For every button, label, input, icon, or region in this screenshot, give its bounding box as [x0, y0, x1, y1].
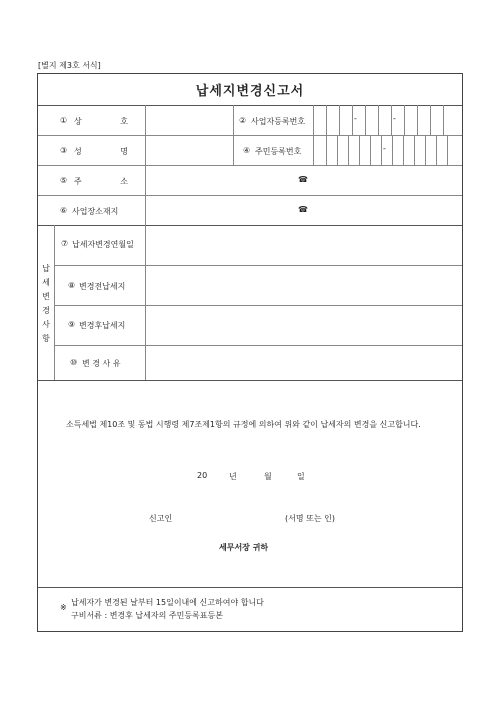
resident-no-label: 주민등록번호: [255, 147, 302, 156]
row-number: ②: [239, 116, 247, 125]
resident-no-field[interactable]: [314, 136, 461, 164]
row-number: ⑥: [60, 206, 68, 215]
biz-location-label: 사업장소재지: [72, 207, 119, 216]
dash-separator: -: [354, 114, 357, 123]
row-number: ①: [60, 116, 68, 125]
address-label: 주 소: [74, 177, 146, 186]
new-address-field[interactable]: [146, 306, 461, 344]
previous-address-label: 변경전납세지: [79, 282, 126, 291]
biz-reg-no-field[interactable]: [314, 106, 461, 134]
reporter-label: 신고인: [149, 514, 173, 523]
biz-reg-no-label: 사업자등록번호: [251, 117, 306, 126]
row-number: ⑨: [68, 320, 76, 329]
change-reason-field[interactable]: [146, 346, 461, 379]
new-address-label: 변경후납세지: [79, 321, 126, 330]
trade-name-field[interactable]: [146, 106, 232, 134]
note-line-2: 구비서류 : 변경후 납세자의 주민등록표등본: [71, 611, 223, 620]
change-date-field[interactable]: [146, 226, 461, 264]
divider: [38, 587, 462, 588]
change-date-label: 납세자변경연월일: [72, 240, 134, 249]
signature-label: (서명 또는 인): [285, 514, 335, 523]
form-title: 납세지변경신고서: [195, 84, 305, 99]
dash-separator: -: [393, 114, 396, 123]
reporter-name-field[interactable]: [175, 508, 280, 524]
divider: [233, 105, 234, 165]
declaration-statement: 소득세법 제10조 및 동법 시행령 제7조제1항의 규정에 의하여 위와 같이 납세자의 변경을 신고합니다.: [66, 420, 421, 429]
date-year-prefix: 20: [197, 471, 208, 480]
name-field[interactable]: [146, 136, 232, 164]
row-number: ⑩: [70, 358, 78, 367]
dash-separator: -: [383, 144, 386, 153]
previous-address-field[interactable]: [146, 266, 461, 304]
side-label-change-items: 납세변경사항: [42, 264, 50, 343]
change-reason-label: 변 경 사 유: [82, 359, 121, 368]
row-number: ④: [243, 146, 251, 155]
phone-icon: ☎: [298, 175, 308, 184]
form-number-label: [별지 제3호 서식]: [38, 61, 101, 70]
row-number: ③: [60, 146, 68, 155]
divider: [38, 380, 462, 381]
row-number: ⑤: [60, 176, 68, 185]
date-day-unit: 일: [297, 472, 305, 481]
addressee: 세무서장 귀하: [219, 543, 269, 552]
date-month-unit: 월: [264, 472, 272, 481]
name-label: 성 명: [74, 147, 146, 156]
divider: [54, 225, 55, 380]
note-line-1: 납세자가 변경된 날부터 15일이내에 신고하여야 합니다: [71, 598, 264, 607]
phone-icon: ☎: [298, 205, 308, 214]
row-number: ⑧: [68, 281, 76, 290]
row-number: ⑦: [61, 239, 69, 248]
note-mark: ※: [60, 603, 67, 612]
date-year-unit: 년: [229, 472, 237, 481]
trade-name-label: 상 호: [74, 117, 146, 126]
